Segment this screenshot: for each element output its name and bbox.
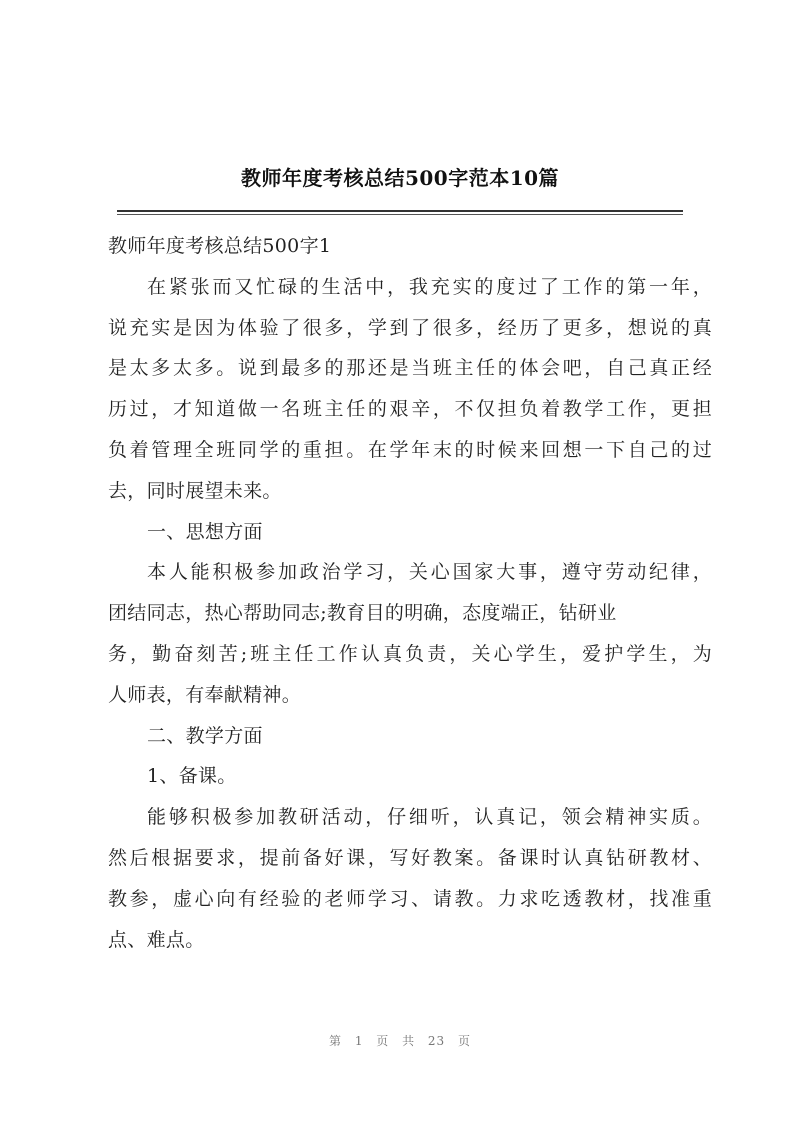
body-line: 1、备课。 xyxy=(147,765,237,788)
body-line: 团结同志，热心帮助同志;教育目的明确，态度端正，钻研业 xyxy=(108,602,617,625)
body-line: 说充实是因为体验了很多，学到了很多，经历了更多，想说的真 xyxy=(108,316,712,339)
title-divider-thick xyxy=(117,210,683,212)
body-line: 人师表，有奉献精神。 xyxy=(108,683,302,706)
body-line: 能够积极参加教研活动，仔细听，认真记，领会精神实质。 xyxy=(147,806,712,829)
document-title: 教师年度考核总结500字范本10篇 xyxy=(240,166,560,190)
document-body xyxy=(108,231,712,965)
body-line: 然后根据要求，提前备好课，写好教案。备课时认真钻研教材、 xyxy=(108,846,712,869)
body-line: 去，同时展望未来。 xyxy=(108,479,282,502)
body-line: 本人能积极参加政治学习，关心国家大事，遵守劳动纪律， xyxy=(147,561,712,584)
body-line: 负着管理全班同学的重担。在学年末的时候来回想一下自己的过 xyxy=(108,438,712,461)
body-line: 二、教学方面 xyxy=(147,724,263,747)
body-line: 在紧张而又忙碌的生活中，我充实的度过了工作的第一年， xyxy=(147,275,712,298)
body-line: 历过，才知道做一名班主任的艰辛，不仅担负着教学工作，更担 xyxy=(108,398,712,421)
body-line: 务，勤奋刻苦;班主任工作认真负责，关心学生，爱护学生，为 xyxy=(108,642,712,665)
body-line: 是太多太多。说到最多的那还是当班主任的体会吧，自己真正经 xyxy=(108,357,712,380)
body-line: 一、思想方面 xyxy=(147,520,263,543)
page-footer: 第 1 页 共 23 页 xyxy=(329,1034,471,1048)
body-line: 点、难点。 xyxy=(108,928,205,951)
body-line: 教师年度考核总结500字1 xyxy=(108,235,332,257)
body-line: 教参，虚心向有经验的老师学习、请教。力求吃透教材，找准重 xyxy=(108,887,712,910)
title-divider-thin xyxy=(117,214,683,215)
